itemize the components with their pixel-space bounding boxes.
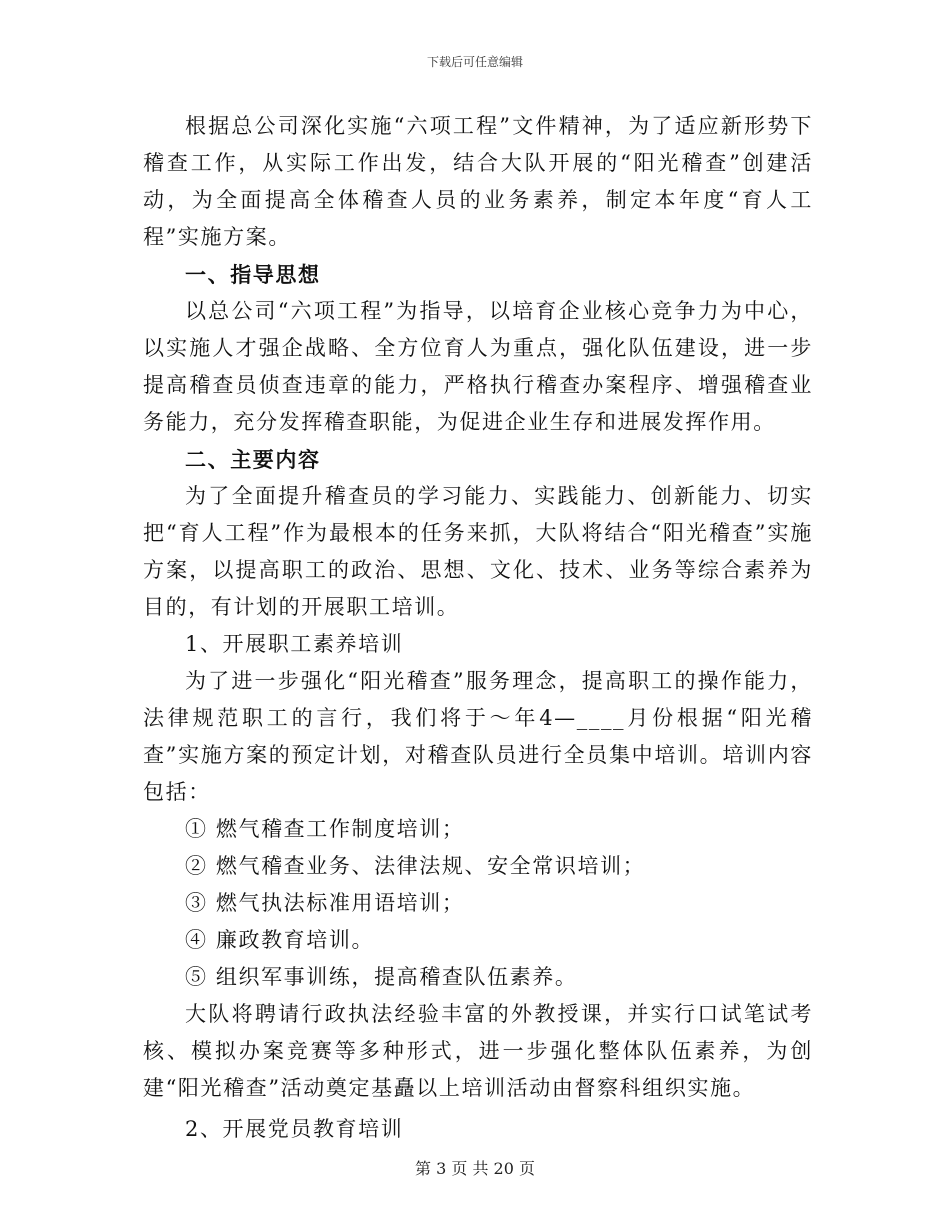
training-list-item: ⑤ 组织军事训练，提高稽查队伍素养。 <box>185 965 578 989</box>
intro-paragraph: 根据总公司深化实施“六项工程”文件精神，为了适应新形势下稽查工作，从实际工作出发，结合大队开展的“阳光稽查”创建活动，为全面提高全体稽查人员的业务素养，制定本年度“育人工程”实施方案。 <box>143 114 813 249</box>
main-content-paragraph: 为了全面提升稽查员的学习能力、实践能力、创新能力、切实把“育人工程”作为最根本的任务来抓，大队将结合“阳光稽查”实施方案，以提高职工的政治、思想、文化、技术、业务等综合素养为目的，有计划的开展职工培训。 <box>143 484 813 619</box>
training-list-item: ① 燃气稽查工作制度培训； <box>185 817 465 841</box>
staff-training-paragraph: 为了进一步强化“阳光稽查”服务理念，提高职工的操作能力，法律规范职工的言行，我们将于～年4—____月份根据“阳光稽查”实施方案的预定计划，对稽查队员进行全员集中培训。培训内容包括： <box>143 669 813 804</box>
document-body <box>143 108 813 1148</box>
training-list-item: ③ 燃气执法标准用语培训； <box>185 891 465 915</box>
subsection-heading-staff-training: 1、开展职工素养培训 <box>185 632 404 656</box>
training-list-item: ④ 廉政教育培训。 <box>185 928 375 952</box>
header-note: 下载后可任意编辑 <box>426 55 523 69</box>
page-number-footer: 第 3 页 共 20 页 <box>415 1159 535 1178</box>
section-heading-main-content: 二、主要内容 <box>185 447 321 472</box>
subsection-heading-party-training: 2、开展党员教育培训 <box>185 1117 404 1141</box>
training-list-item: ② 燃气稽查业务、法律法规、安全常识培训； <box>185 854 646 878</box>
section-heading-guiding-ideology: 一、指导思想 <box>185 262 321 287</box>
training-closing-paragraph: 大队将聘请行政执法经验丰富的外教授课，并实行口试笔试考核、模拟办案竞赛等多种形式，进一步强化整体队伍素养，为创建“阳光稽查”活动奠定基矗以上培训活动由督察科组织实施。 <box>143 1002 813 1100</box>
guiding-ideology-paragraph: 以总公司“六项工程”为指导，以培育企业核心竞争力为中心，以实施人才强企战略、全方位育人为重点，强化队伍建设，进一步提高稽查员侦查违章的能力，严格执行稽查办案程序、增强稽查业务能力，充分发挥稽查职能，为促进企业生存和进展发挥作用。 <box>143 299 813 434</box>
